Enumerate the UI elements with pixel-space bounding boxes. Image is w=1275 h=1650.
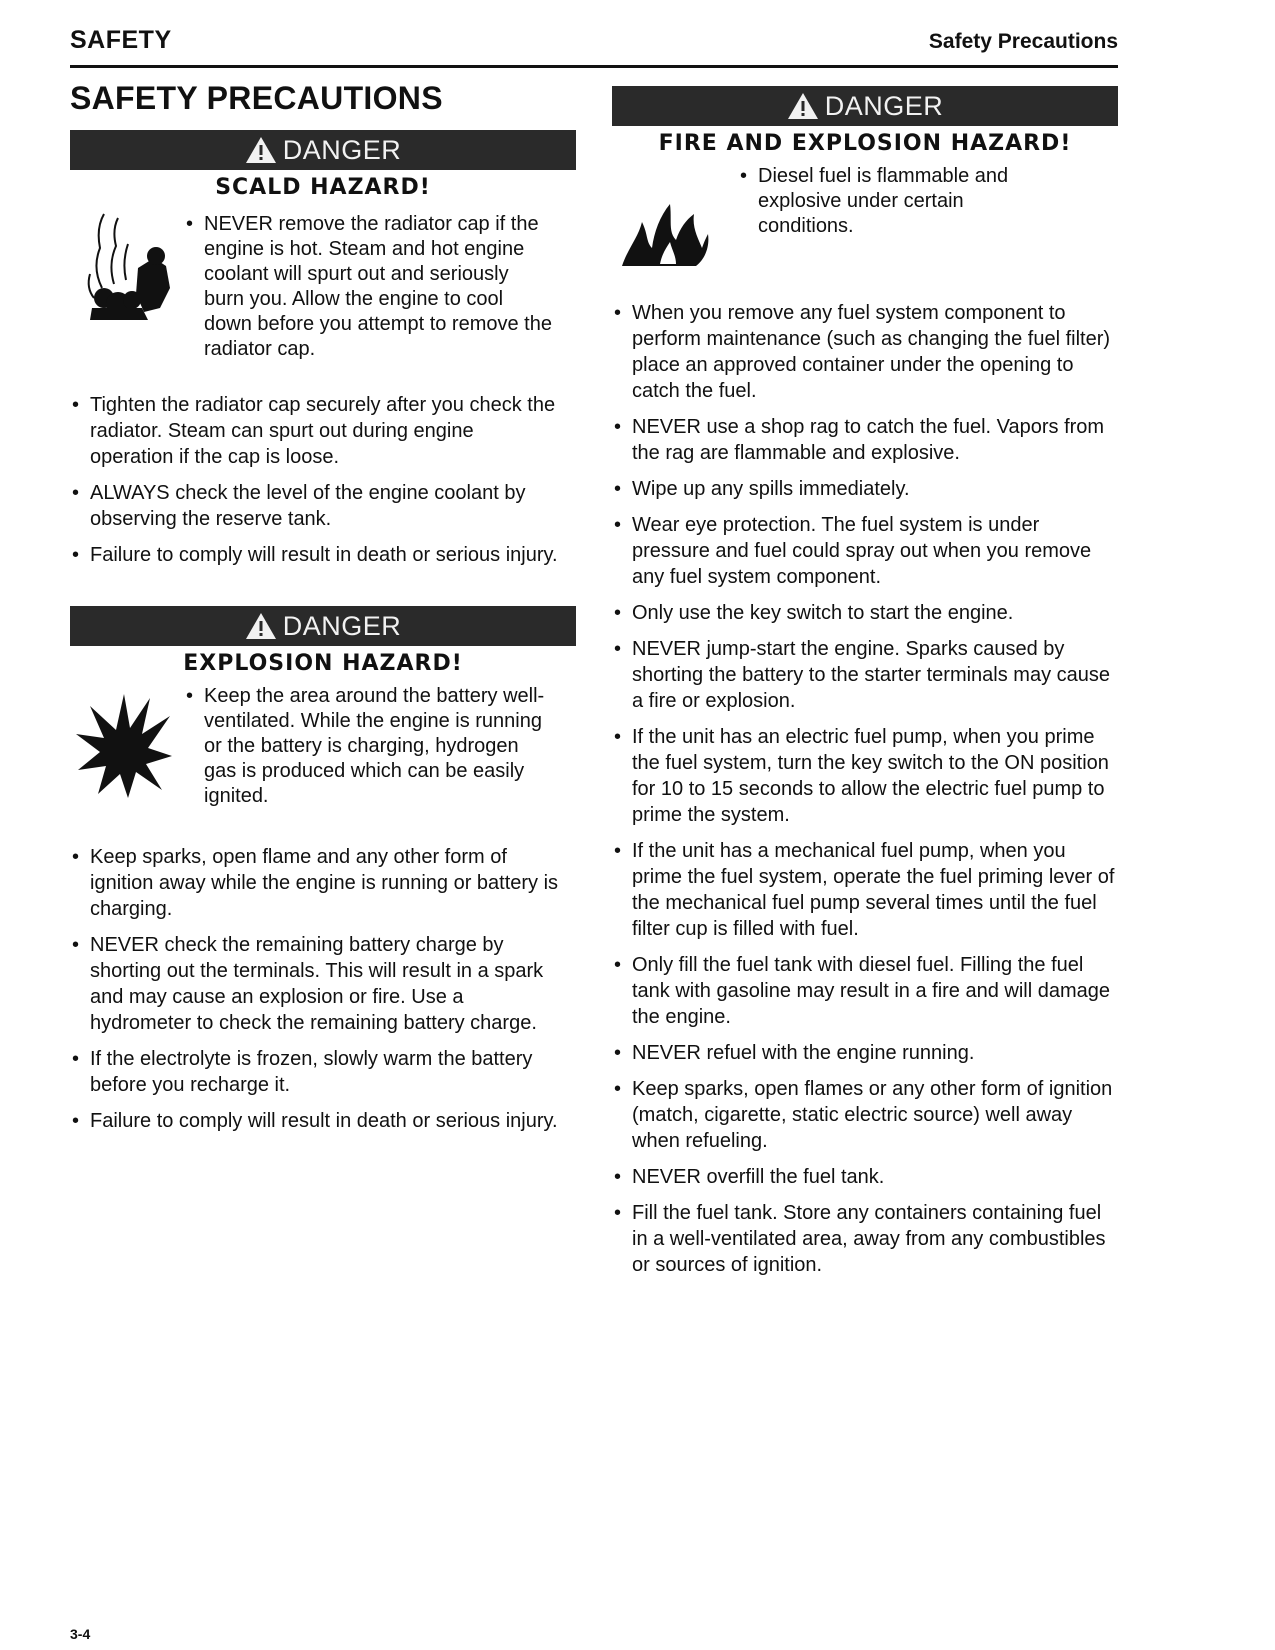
explosion-bullet-list [70, 844, 560, 1144]
list-item: • When you remove any fuel system component to perform maintenance (such as changing the fuel filter) place an approved container under the opening to catch the fuel. [612, 300, 1118, 404]
list-item: • If the unit has a mechanical fuel pump, when you prime the fuel system, operate the fuel priming lever of the mechanical fuel pump several times until the fuel filter cup is filled with fuel. [612, 838, 1118, 942]
explosion-hazard-title: EXPLOSION HAZARD! [183, 651, 463, 676]
list-item: • NEVER check the remaining battery charge by shorting out the terminals. This will result in a spark and may cause an explosion or fire. Use a hydrometer to check the remaining battery charge. [70, 932, 560, 1036]
list-item: • If the unit has an electric fuel pump, when you prime the fuel system, turn the key switch to the ON position for 10 to 15 seconds to allow the electric fuel pump to prime the system. [612, 724, 1118, 828]
fire-hazard-title: FIRE AND EXPLOSION HAZARD! [658, 131, 1072, 156]
list-item: • Failure to comply will result in death or serious injury. [70, 542, 560, 568]
list-item: • Fill the fuel tank. Store any containers containing fuel in a well-ventilated area, away from any combustibles or sources of ignition. [612, 1200, 1118, 1278]
list-item: • ALWAYS check the level of the engine coolant by observing the reserve tank. [70, 480, 560, 532]
warning-triangle-icon [787, 92, 819, 120]
list-item: • Wear eye protection. The fuel system is under pressure and fuel could spray out when you remove any fuel system component. [612, 512, 1118, 590]
fire-bullet-list [612, 300, 1118, 1288]
danger-banner-fire [612, 86, 1118, 126]
header-topic: Safety Precautions [928, 30, 1118, 53]
list-item: • NEVER jump-start the engine. Sparks caused by shorting the battery to the starter terminals may cause a fire or explosion. [612, 636, 1118, 714]
danger-banner-explosion [70, 606, 576, 646]
warning-triangle-icon [245, 136, 277, 164]
list-item: • Keep sparks, open flames or any other form of ignition (match, cigarette, static electric source) well away when refueling. [612, 1076, 1118, 1154]
danger-banner-label: DANGER [282, 134, 402, 165]
list-item: • Wipe up any spills immediately. [612, 476, 1118, 502]
scald-hazard-icon [82, 208, 178, 329]
list-item: • If the electrolyte is frozen, slowly warm the battery before you recharge it. [70, 1046, 560, 1098]
scald-hazard-title: SCALD HAZARD! [215, 175, 431, 200]
header-section: SAFETY [70, 26, 172, 54]
explosion-hazard-icon [76, 694, 172, 803]
list-item: • Keep sparks, open flame and any other form of ignition away while the engine is running or battery is charging. [70, 844, 560, 922]
list-item: • NEVER refuel with the engine running. [612, 1040, 1118, 1066]
header-rule [70, 65, 1118, 68]
fire-intro-list [738, 164, 1038, 249]
list-item: • Keep the area around the battery well-ventilated. While the engine is running or the battery is charging, hydrogen gas is produced which can be easily ignited. [184, 684, 554, 809]
page-title: SAFETY PRECAUTIONS [70, 80, 443, 116]
list-item: • Only fill the fuel tank with diesel fuel. Filling the fuel tank with gasoline may result in a fire and will damage the engine. [612, 952, 1118, 1030]
warning-triangle-icon [245, 612, 277, 640]
scald-bullet-list [70, 392, 560, 578]
list-item: • Only use the key switch to start the engine. [612, 600, 1118, 626]
list-item: • Tighten the radiator cap securely after you check the radiator. Steam can spurt out during engine operation if the cap is loose. [70, 392, 560, 470]
danger-banner-scald [70, 130, 576, 170]
page-number: 3-4 [70, 1626, 91, 1642]
danger-banner-label: DANGER [824, 90, 944, 121]
list-item: • Failure to comply will result in death or serious injury. [70, 1108, 560, 1134]
list-item: • NEVER use a shop rag to catch the fuel. Vapors from the rag are flammable and explosive. [612, 414, 1118, 466]
scald-intro-list [184, 212, 554, 372]
explosion-intro-list [184, 684, 554, 819]
list-item: • NEVER overfill the fuel tank. [612, 1164, 1118, 1190]
fire-hazard-icon [620, 198, 710, 273]
list-item: • NEVER remove the radiator cap if the engine is hot. Steam and hot engine coolant will spurt out and seriously burn you. Allow the engine to cool down before you attempt to remove the radiator cap. [184, 212, 554, 362]
danger-banner-label: DANGER [282, 610, 402, 641]
list-item: • Diesel fuel is flammable and explosive under certain conditions. [738, 164, 1038, 239]
